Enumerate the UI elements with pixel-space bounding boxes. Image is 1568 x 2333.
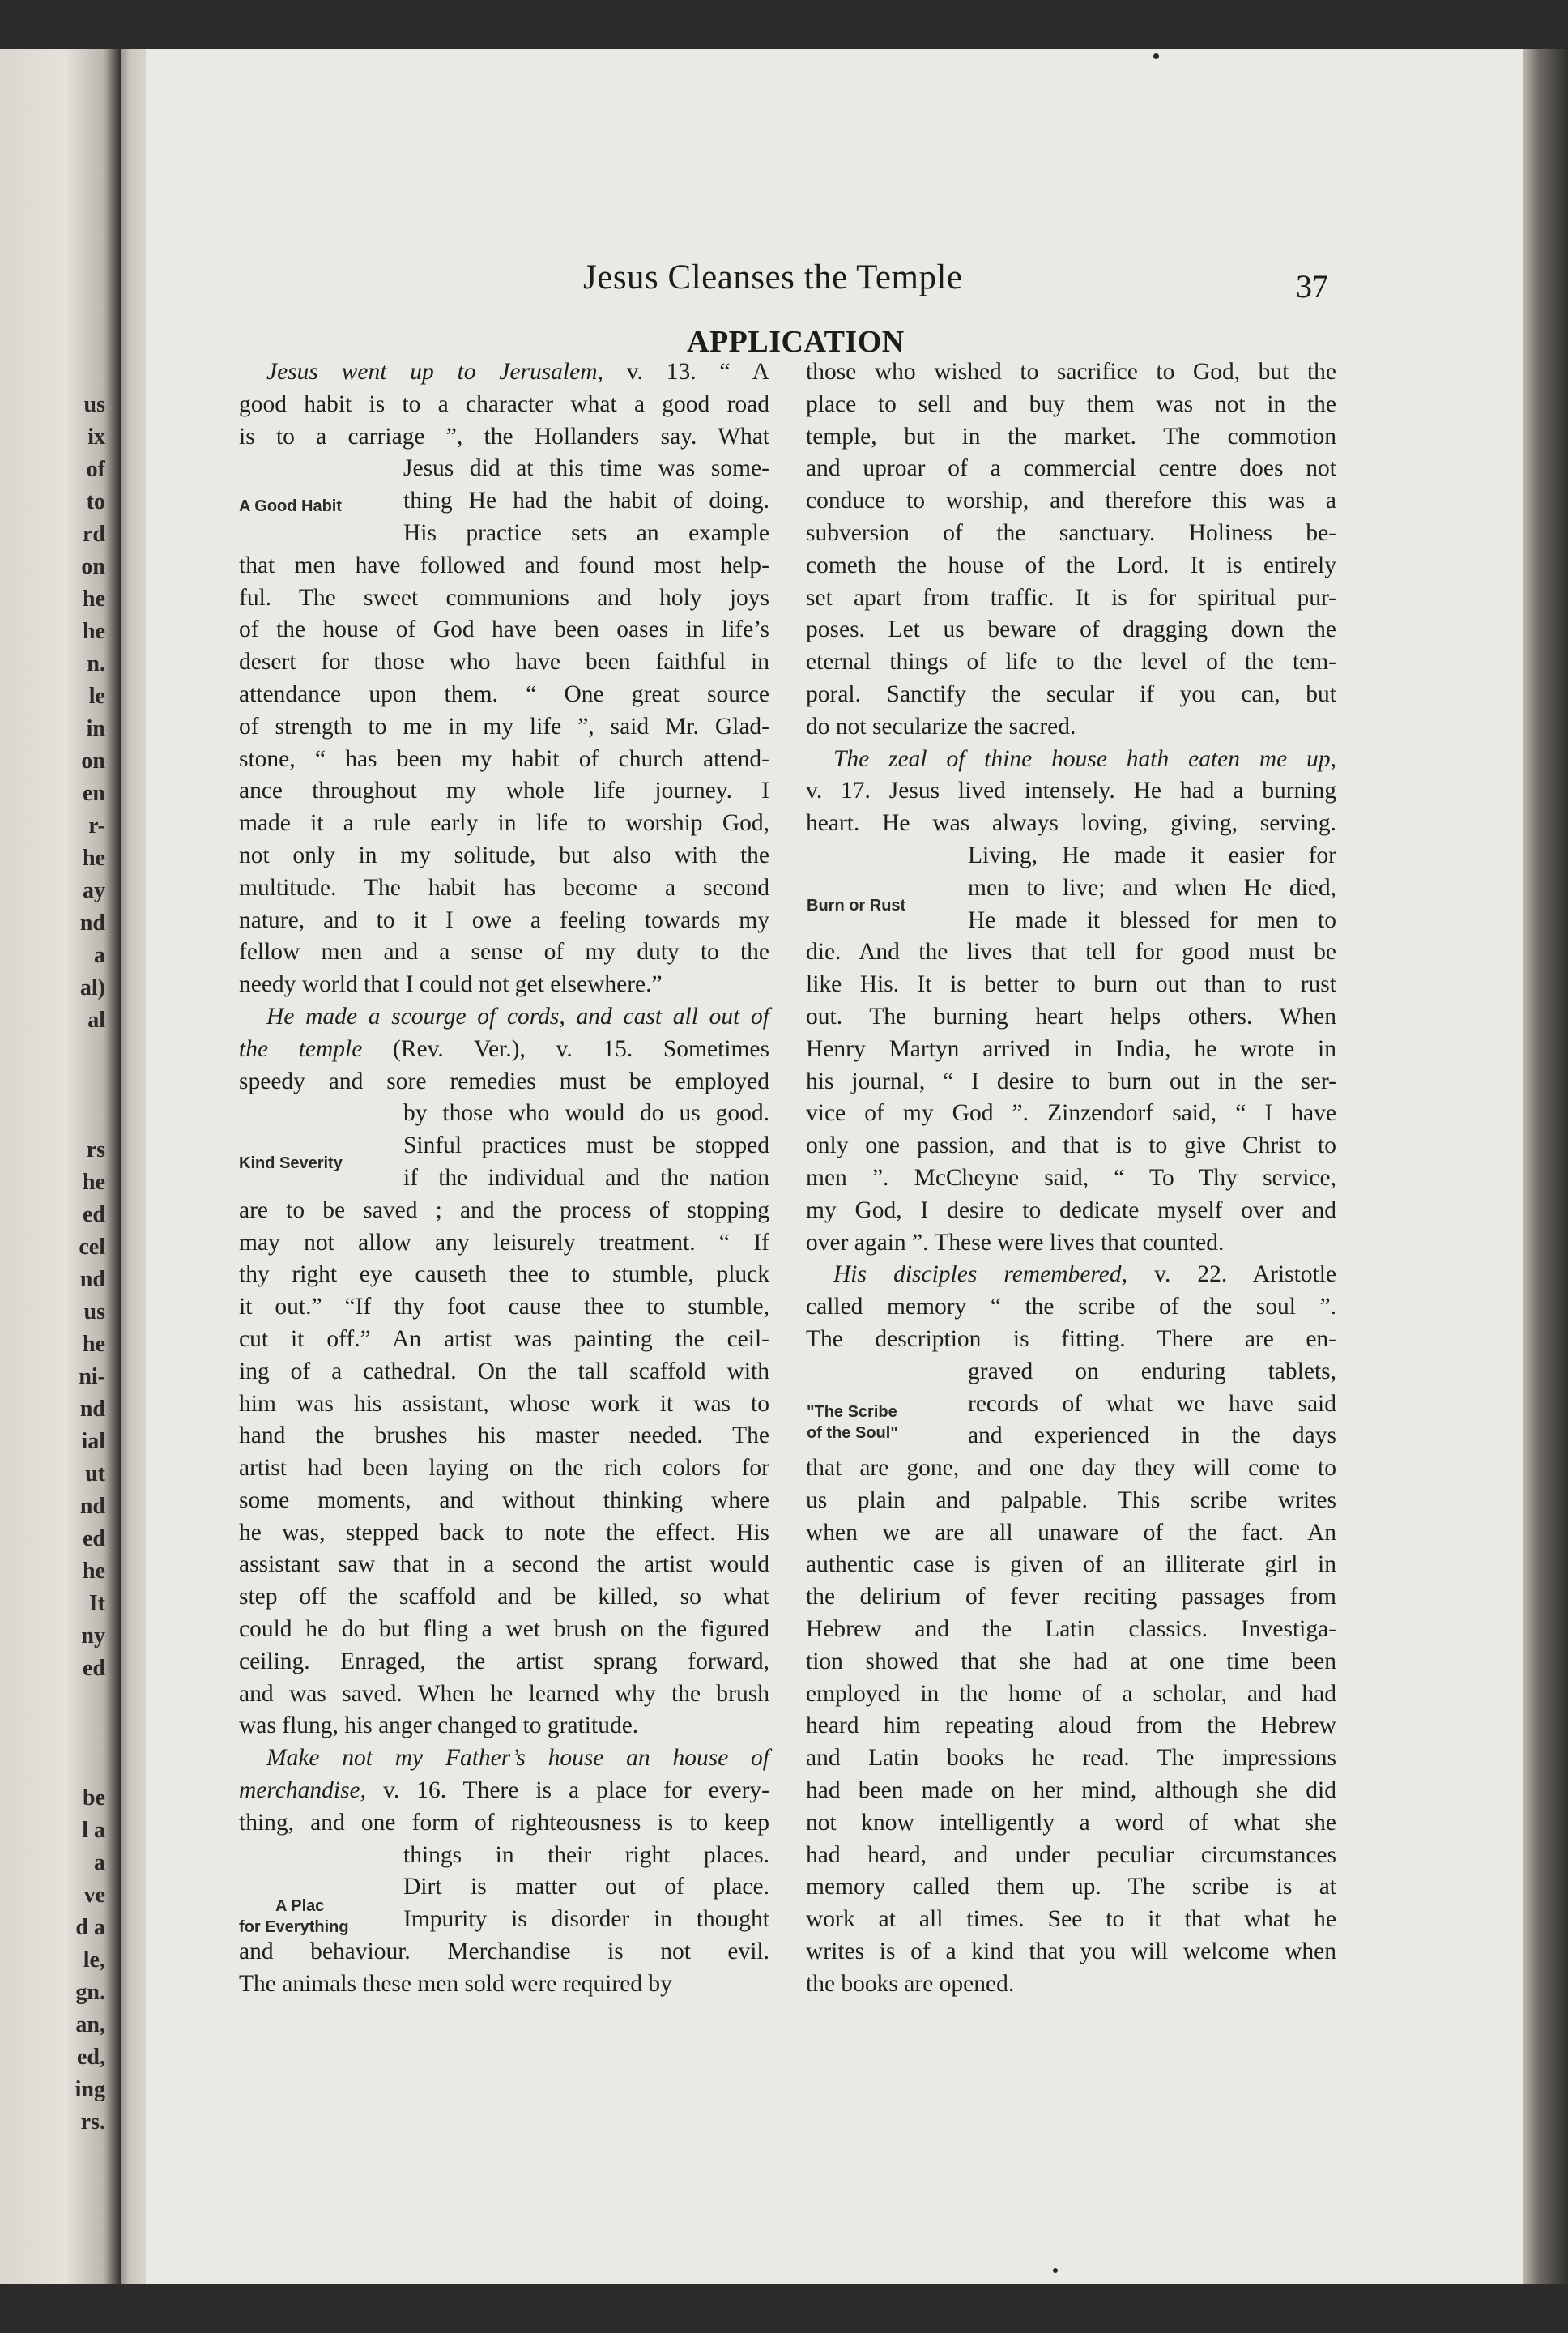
text-line: authentic case is given of an illiterate girl in [806, 1551, 1336, 1578]
facing-page-fragment: he [83, 586, 105, 612]
margin-note-good-habit: A Good Habit [239, 497, 343, 515]
text-line: fellow men and a sense of my duty to the [239, 939, 769, 966]
text-line: His practice sets an example [403, 519, 769, 546]
margin-note-place-line1: A Plac [275, 1897, 325, 1915]
text-line: when we are all unaware of the fact. An [806, 1519, 1336, 1546]
text-line: are to be saved ; and the process of stopping [239, 1196, 769, 1223]
text-line: multitude. The habit has become a second [239, 874, 769, 901]
text-line: had been made on her mind, although she did [806, 1777, 1336, 1804]
facing-page-fragment: he [83, 1559, 105, 1584]
scan-speck [1153, 53, 1159, 59]
scan-speck [1053, 2268, 1058, 2273]
text-line: men ”. McCheyne said, “ To Thy service, [806, 1164, 1336, 1191]
text-line: place to sell and buy them was not in the [806, 390, 1336, 417]
text-line: desert for those who have been faithful in [239, 649, 769, 676]
facing-page-fragment: en [83, 781, 105, 806]
text-line: writes is of a kind that you will welcome when [806, 1938, 1336, 1965]
text-line: good habit is to a character what a good road [239, 390, 769, 417]
text-line: by those who would do us good. [403, 1100, 769, 1127]
left-text-column [239, 356, 769, 2001]
facing-page-fragment: he [83, 1170, 105, 1195]
text-line: men to live; and when He died, [968, 874, 1336, 901]
facing-page-fragment: us [83, 392, 105, 417]
text-line: Living, He made it easier for [968, 842, 1336, 868]
facing-page-fragment: be [83, 1785, 105, 1811]
text-line [806, 1259, 1336, 1291]
facing-page-fragment: rs [86, 1137, 105, 1162]
verse-reference: merchandise, [239, 1777, 367, 1804]
facing-page-fragment: an, [75, 2012, 105, 2037]
text-line: Jesus did at this time was some- [403, 455, 769, 482]
facing-page-fragment: le [88, 684, 105, 709]
facing-page-fragment: n. [87, 651, 105, 676]
text-line: set apart from traffic. It is for spiritual pur- [806, 584, 1336, 611]
right-text-column [806, 356, 1336, 2001]
facing-page-fragment: ed [83, 1526, 105, 1551]
text-line: thy right eye causeth thee to stumble, pluck [239, 1261, 769, 1288]
facing-page-fragment: a [94, 943, 105, 968]
facing-page-fragment: to [86, 489, 105, 514]
facing-page-fragment: gn. [75, 1980, 105, 2005]
text-line: cut it off.” An artist was painting the ceil- [239, 1325, 769, 1352]
facing-page-fragment: rs. [80, 2109, 105, 2135]
page-right-edge [1523, 49, 1568, 2284]
text-line: records of what we have said [968, 1390, 1336, 1417]
verse-reference: the temple [239, 1035, 363, 1062]
facing-page-fragment: ing [75, 2077, 105, 2102]
text-line [806, 744, 1336, 776]
text-line: called memory “ the scribe of the soul ”. [806, 1294, 1336, 1320]
facing-page-fragment: ay [83, 878, 105, 903]
verse-reference: His disciples remembered, [833, 1261, 1128, 1288]
facing-page-fragment: rd [83, 522, 105, 547]
line-text: (Rev. Ver.), v. 15. Sometimes [362, 1035, 769, 1062]
section-heading: APPLICATION [687, 325, 905, 359]
text-line: had heard, and under peculiar circumstances [806, 1841, 1336, 1868]
text-line: artist had been laying on the rich colors for [239, 1455, 769, 1482]
facing-page-fragment: nd [79, 1267, 105, 1292]
text-line: he was, stepped back to note the effect. His [239, 1519, 769, 1546]
facing-page-fragment: he [83, 846, 105, 871]
scanner-top-border [0, 0, 1568, 49]
text-line: things in their right places. [403, 1841, 769, 1868]
facing-page-word-fragments [0, 389, 105, 2139]
facing-page-fragment: nd [79, 911, 105, 936]
text-line: some moments, and without thinking where [239, 1486, 769, 1513]
facing-page-fragment: in [86, 716, 105, 741]
text-line: thing, and one form of righteousness is to keep [239, 1809, 769, 1836]
facing-page-fragment: al [87, 1008, 105, 1033]
verse-reference: Jesus went up to Jerusalem, [266, 359, 603, 385]
text-line: over again ”. These were lives that counted. [806, 1229, 1225, 1256]
text-line: do not secularize the sacred. [806, 713, 1076, 740]
text-line: that are gone, and one day they will come to [806, 1455, 1336, 1482]
facing-page-fragment: ix [87, 424, 105, 450]
facing-page-edge [0, 49, 121, 2284]
text-line: of the house of God have been oases in life’s [239, 616, 769, 643]
text-line: my God, I desire to dedicate myself over and [806, 1196, 1336, 1223]
text-line [239, 356, 769, 389]
facing-page-fragment: cel [79, 1235, 105, 1260]
verse-reference: Make not my Father’s house an house of [266, 1745, 769, 1772]
facing-page-fragment: us [83, 1299, 105, 1324]
text-line: temple, but in the market. The commotion [806, 423, 1336, 450]
text-line: The animals these men sold were required by [239, 1970, 672, 1997]
text-line: only one passion, and that is to give Christ to [806, 1132, 1336, 1159]
text-line: speedy and sore remedies must be employed [239, 1068, 769, 1094]
text-line: made it a rule early in life to worship God, [239, 810, 769, 837]
text-line [239, 1775, 769, 1807]
text-line: ing of a cathedral. On the tall scaffold with [239, 1358, 769, 1384]
text-line: memory called them up. The scribe is at [806, 1874, 1336, 1900]
text-line: not know intelligently a word of what she [806, 1809, 1336, 1836]
verse-reference: He made a scourge of cords, and cast all out of [266, 1003, 769, 1030]
text-line: work at all times. See to it that what he [806, 1906, 1336, 1933]
facing-page-fragment: of [86, 457, 105, 482]
facing-page-fragment: al) [79, 975, 105, 1000]
facing-page-fragment: ny [81, 1623, 105, 1648]
text-line: hand the brushes his master needed. The [239, 1422, 769, 1449]
facing-page-fragment: ed, [77, 2045, 105, 2070]
text-line: his journal, “ I desire to burn out in the ser- [806, 1068, 1336, 1094]
text-line: vice of my God ”. Zinzendorf said, “ I have [806, 1100, 1336, 1127]
text-line: step off the scaffold and be killed, so what [239, 1584, 769, 1610]
line-text: v. 22. Aristotle [1127, 1261, 1336, 1288]
text-line: eternal things of life to the level of the tem- [806, 649, 1336, 676]
facing-page-fragment: ve [83, 1883, 105, 1908]
text-line: ance throughout my whole life journey. I [239, 778, 769, 804]
facing-page-fragment: ut [85, 1461, 105, 1486]
facing-page-fragment: r- [88, 813, 105, 838]
text-line: those who wished to sacrifice to God, but the [806, 359, 1336, 385]
text-line: and was saved. When he learned why the brush [239, 1680, 769, 1707]
facing-page-fragment: ed [83, 1202, 105, 1227]
text-line: the delirium of fever reciting passages from [806, 1584, 1336, 1610]
facing-page-fragment: nd [79, 1397, 105, 1422]
text-line: tion showed that she had at one time been [806, 1648, 1336, 1674]
line-text: v. 13. “ A [603, 359, 769, 385]
text-line: graved on enduring tablets, [968, 1358, 1336, 1384]
text-line: out. The burning heart helps others. When [806, 1003, 1336, 1030]
facing-page-fragment: le, [83, 1947, 105, 1973]
text-line [239, 1742, 769, 1775]
text-line: him was his assistant, whose work it was to [239, 1390, 769, 1417]
margin-note-place-line2: for Everything [239, 1918, 349, 1936]
text-line: us plain and palpable. This scribe writes [806, 1486, 1336, 1513]
text-line: die. And the lives that tell for good must be [806, 939, 1336, 966]
text-line: it out.” “If thy foot cause thee to stumble, [239, 1294, 769, 1320]
text-line [239, 1001, 769, 1034]
text-line: Henry Martyn arrived in India, he wrote in [806, 1035, 1336, 1062]
facing-page-fragment: nd [79, 1494, 105, 1519]
text-line: heard him repeating aloud from the Hebrew [806, 1712, 1336, 1739]
text-line: assistant saw that in a second the artist would [239, 1551, 769, 1578]
facing-page-fragment: he [83, 619, 105, 644]
text-line: thing He had the habit of doing. [403, 488, 769, 514]
facing-page-fragment: l a [82, 1818, 105, 1843]
text-line: needy world that I could not get elsewhere.” [239, 971, 663, 998]
text-line: and experienced in the days [968, 1422, 1336, 1449]
text-line: The description is fitting. There are en- [806, 1325, 1336, 1352]
text-line: ceiling. Enraged, the artist sprang forward, [239, 1648, 769, 1674]
text-line: employed in the home of a scholar, and had [806, 1680, 1336, 1707]
text-line: ful. The sweet communions and holy joys [239, 584, 769, 611]
text-line: like His. It is better to burn out than to rust [806, 971, 1336, 998]
text-line: subversion of the sanctuary. Holiness be- [806, 519, 1336, 546]
verse-reference: The zeal of thine house hath eaten me up, [833, 745, 1336, 772]
text-line: attendance upon them. “ One great source [239, 680, 769, 707]
text-line: if the individual and the nation [403, 1164, 769, 1191]
text-line: and Latin books he read. The impressions [806, 1745, 1336, 1772]
facing-page-fragment: a [94, 1850, 105, 1875]
text-line: He made it blessed for men to [968, 906, 1336, 933]
facing-page-fragment: ial [81, 1429, 105, 1454]
text-line: poral. Sanctify the secular if you can, but [806, 680, 1336, 707]
text-line: stone, “ has been my habit of church attend- [239, 745, 769, 772]
facing-page-fragment: on [81, 749, 105, 774]
text-line: Impurity is disorder in thought [403, 1906, 769, 1933]
text-line: and behaviour. Merchandise is not evil. [239, 1938, 769, 1965]
scanner-bottom-border [0, 2284, 1568, 2333]
text-line: is to a carriage ”, the Hollanders say. What [239, 423, 769, 450]
text-line: heart. He was always loving, giving, serving. [806, 810, 1336, 837]
text-line: that men have followed and found most help- [239, 552, 769, 578]
margin-note-scribe-line2: of the Soul" [807, 1424, 898, 1442]
text-line: cometh the house of the Lord. It is entirely [806, 552, 1336, 578]
text-line: and uproar of a commercial centre does not [806, 455, 1336, 482]
facing-page-fragment: he [83, 1332, 105, 1357]
margin-note-kind-severity: Kind Severity [239, 1154, 343, 1172]
page-number: 37 [1296, 268, 1328, 305]
text-line: Sinful practices must be stopped [403, 1132, 769, 1159]
text-line [239, 1034, 769, 1066]
line-text: v. 16. There is a place for every- [366, 1777, 769, 1804]
facing-page-fragment: ed [83, 1656, 105, 1681]
facing-page-fragment: d a [75, 1915, 105, 1940]
text-line: may not allow any leisurely treatment. “ If [239, 1229, 769, 1256]
text-line: nature, and to it I owe a feeling towards my [239, 906, 769, 933]
margin-note-burn-or-rust: Burn or Rust [807, 897, 906, 915]
text-line: Hebrew and the Latin classics. Investiga- [806, 1616, 1336, 1643]
facing-page-fragment: It [88, 1591, 105, 1616]
text-line: conduce to worship, and therefore this was a [806, 488, 1336, 514]
text-line: not only in my solitude, but also with the [239, 842, 769, 868]
text-line: of strength to me in my life ”, said Mr. Glad- [239, 713, 769, 740]
text-line: v. 17. Jesus lived intensely. He had a burning [806, 778, 1336, 804]
text-line: poses. Let us beware of dragging down the [806, 616, 1336, 643]
running-title: Jesus Cleanses the Temple [583, 258, 963, 296]
margin-note-scribe-line1: "The Scribe [807, 1403, 897, 1421]
facing-page-fragment: on [81, 554, 105, 579]
text-line: could he do but fling a wet brush on the figured [239, 1616, 769, 1643]
text-line: the books are opened. [806, 1970, 1015, 1997]
text-line: was flung, his anger changed to gratitude. [239, 1712, 639, 1739]
facing-page-fragment: ni- [79, 1364, 105, 1389]
text-line: Dirt is matter out of place. [403, 1874, 769, 1900]
